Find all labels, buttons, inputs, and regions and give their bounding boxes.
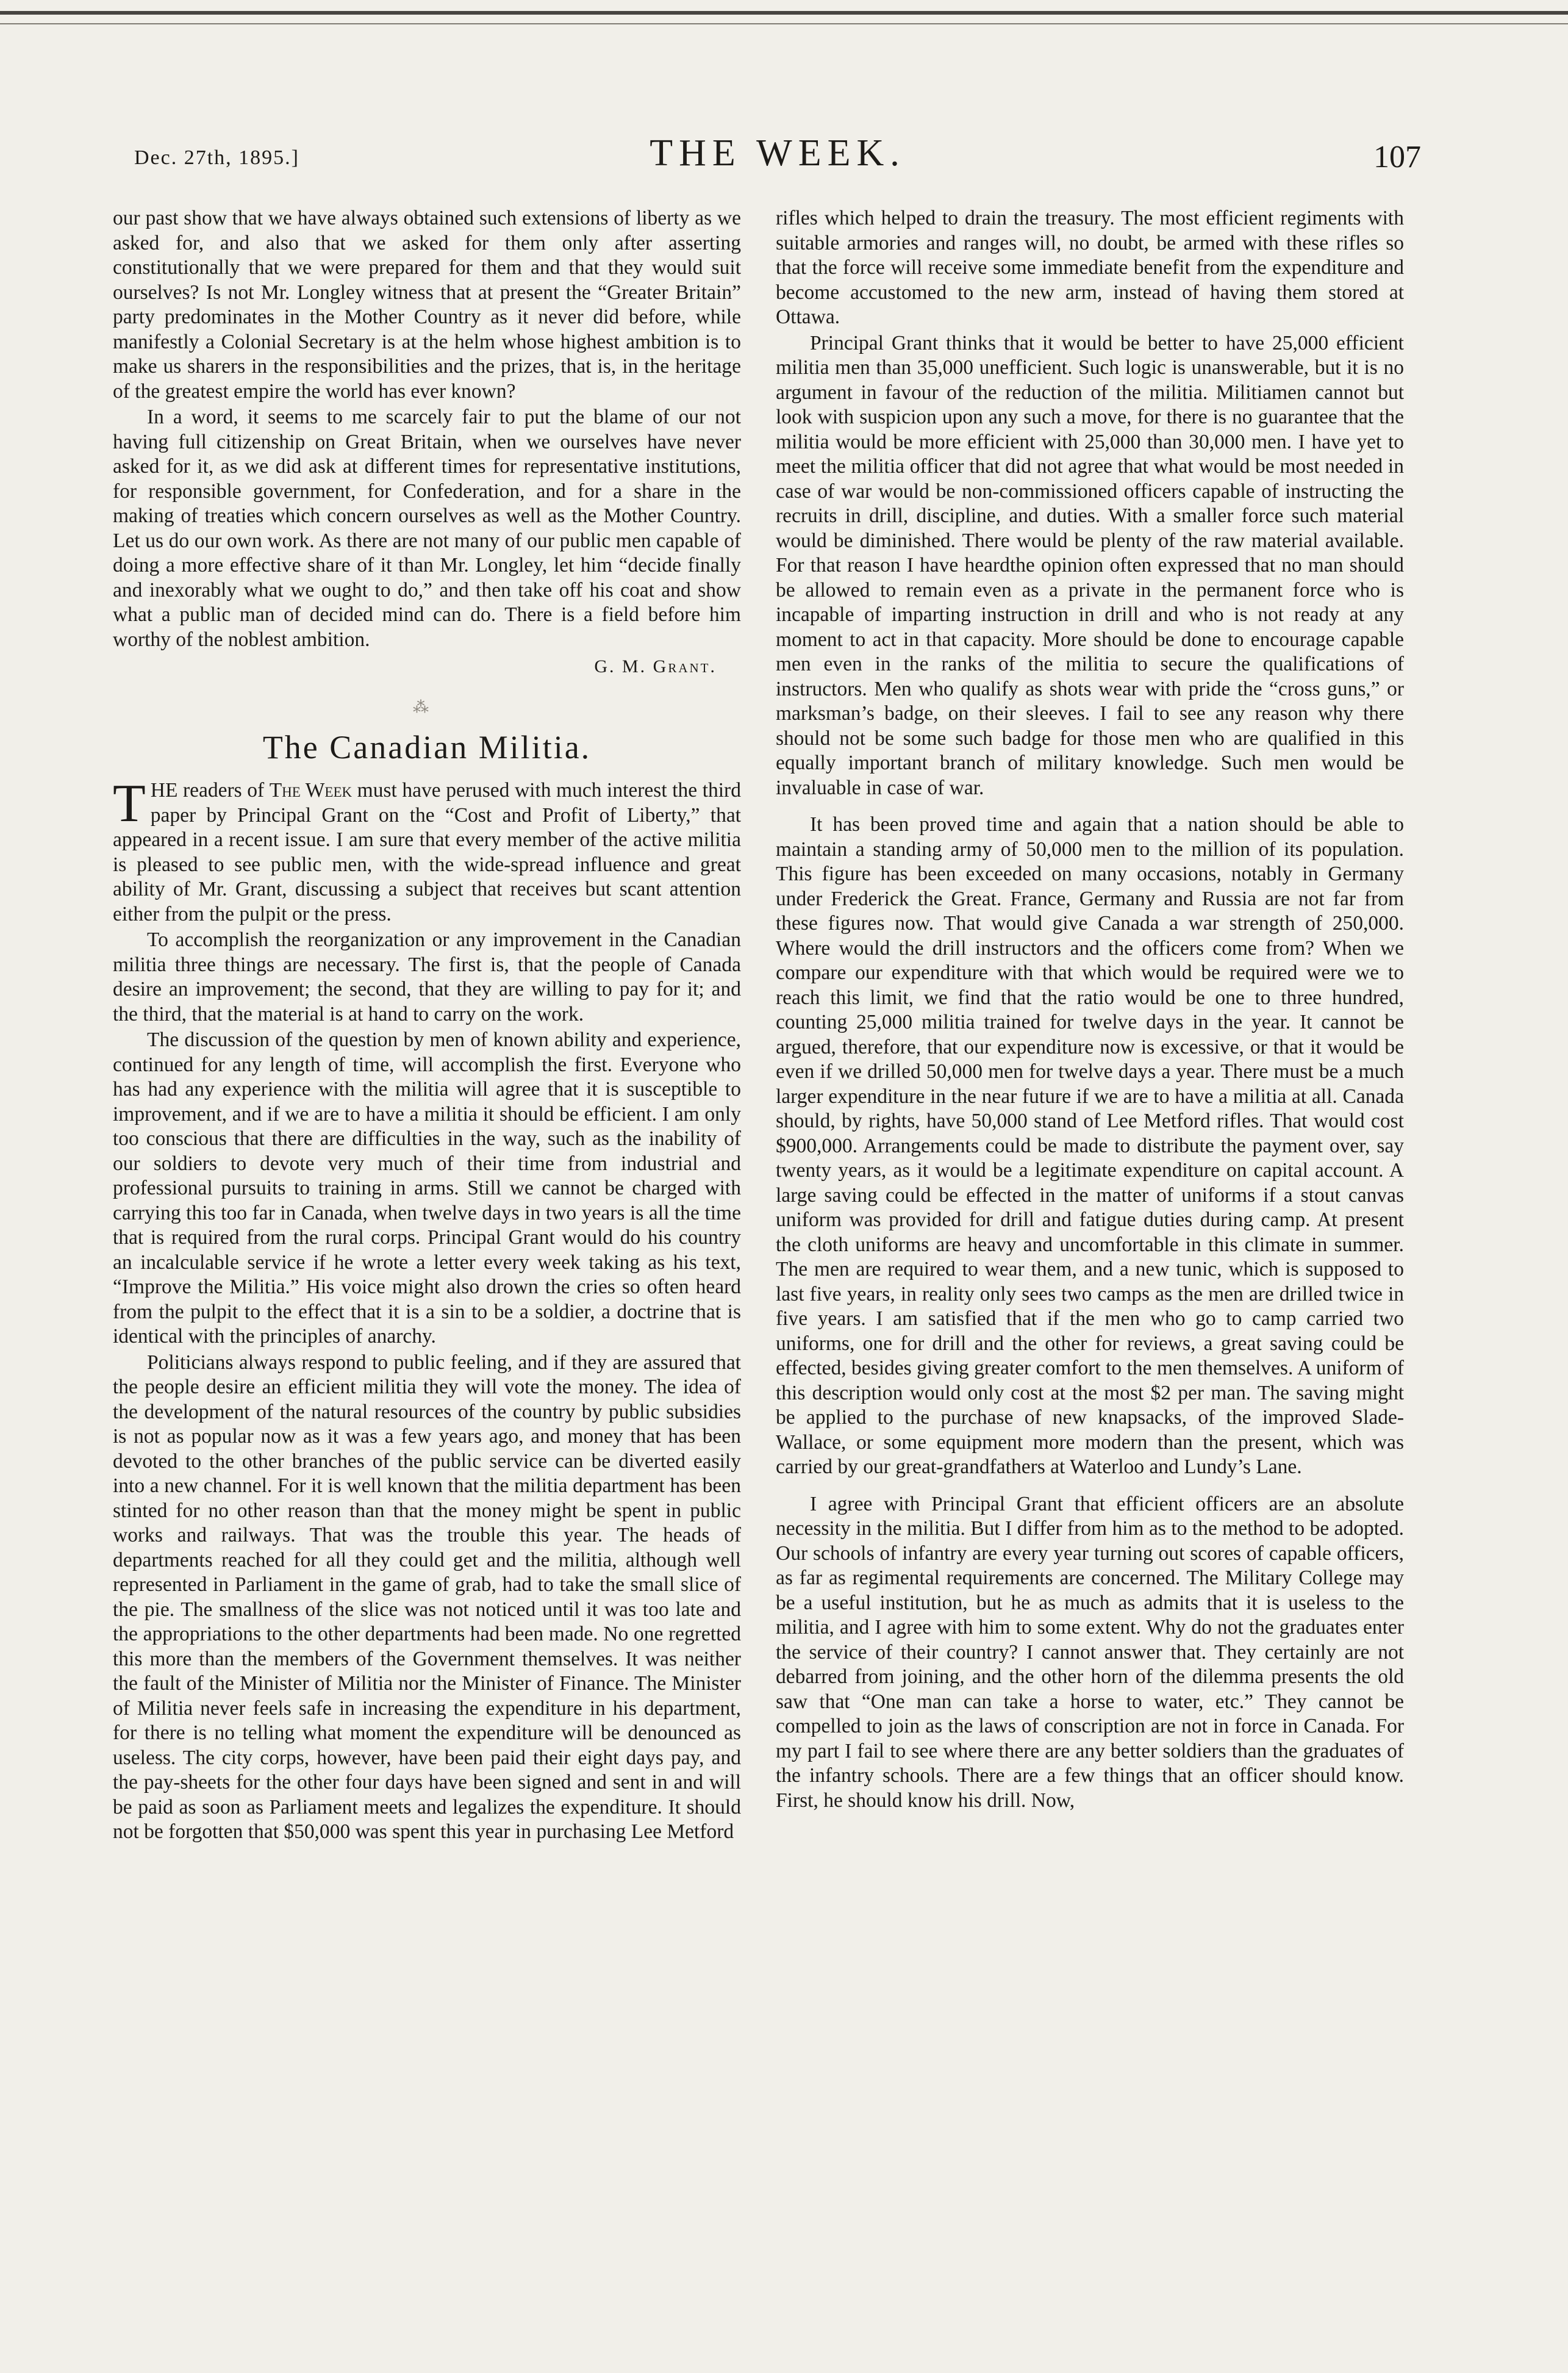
paragraph: rifles which helped to drain the treasury. The most efficient regiments with suitable armories and ranges will, no doubt, be armed with these rifles so that the force will receive some immediate benefit from the expenditure and become accustomed to the new arm, instead of having them stored at Ottawa.: [776, 207, 1404, 328]
paragraph: The discussion of the question by men of known ability and experience, continued for any length of time, will accomplish the first. Everyone who has had any experience with the militia will agree that it is susceptible to improvement, and if we are to have a militia it should be efficient. I am only too conscious that there are difficulties in the way, such as the inability of our soldiers to devote very much of their time from industrial and professional pursuits to training in arms. Still we cannot be charged with carrying this too far in Canada, when twelve days in two years is all the time that is required from the rural corps. Principal Grant would do his country an incalculable service if he wrote a letter every week taking as his text, “Improve the Militia.” His voice might also drown the cries so often heard from the pulpit to the effect that it is a sin to be a soldier, a doctrine that is identical with the principles of anarchy.: [113, 1029, 741, 1348]
page-header: [134, 128, 1421, 201]
drop-cap: T: [113, 774, 146, 833]
masthead-title: THE WEEK.: [650, 132, 906, 174]
author-signature: G. M. Grant.: [594, 656, 717, 677]
section-separator: ⁂: [413, 698, 441, 716]
paragraph: our past show that we have always obtained such extensions of liberty as we asked for, and also that we asked for them only after asserting constitutionally that we were prepared for them and that they would suit ourselves? Is not Mr. Longley witness that at present the “Greater Britain” party predominates in the Mother Country as it never did before, while manifestly a Colonial Secretary is at the helm whose highest ambition is to make us sharers in the responsibilities and the prizes, that is, in the heritage of the greatest empire the world has ever known?: [113, 207, 741, 403]
article-first-paragraph: [113, 774, 741, 927]
paragraph: It has been proved time and again that a nation should be able to maintain a standing army of 50,000 men to the million of its population. This figure has been exceeded on many occasions, notably in Germany under Frederick the Great. France, Germany and Russia are not far from these figures now. That would give Canada a war strength of 250,000. Where would the drill instructors and the officers come from? When we compare our expenditure with that which would be required were we to reach this limit, we find that the ratio would be one to three hundred, counting 25,000 militia trained for twelve days in the year. It cannot be argued, therefore, that our expenditure now is excessive, or that it would be even if we drilled 50,000 men for twelve days a year. There must be a much larger expenditure in the near future if we are to have a militia at all. Canada should, by rights, have 50,000 stand of Lee Metford rifles. That would cost $900,000. Arrangements could be made to distribute the payment over, say twenty years, as it would be a legitimate expenditure on capital account. A large saving could be effected in the matter of uniforms if a stout canvas uniform was provided for drill and fatigue duties during camp. At present the cloth uniforms are heavy and uncomfortable in this climate in summer. The men are required to wear them, and a new tunic, which is supposed to last five years, in reality only sees two camps as the men are drilled twice in five years. I am satisfied that if the men who go to camp carried two uniforms, one for drill and the other for reviews, a great saving could be effected, besides giving greater comfort to the men themselves. A uniform of this description would only cost at the most $2 per man. The saving might be applied to the purchase of new knapsacks, of the improved Slade-Wallace, or some equipment more modern than the present, which was carried by our great-grandfathers at Waterloo and Lundy’s Lane.: [776, 813, 1404, 1478]
journal-name: The Week: [269, 779, 353, 802]
issue-date: Dec. 27th, 1895.]: [134, 146, 300, 169]
paragraph-text: must have perused with much interest the third paper by Principal Grant on the “Cost and Profit of Liberty,” that appeared in a recent issue. I am sure that every member of the active militia is pleased to see public men, with the wide-spread influence and great ability of Mr. Grant, discussing a subject that receives but scant attention either from the pulpit or the press.: [113, 779, 741, 925]
paragraph: Principal Grant thinks that it would be better to have 25,000 efficient militia men than 35,000 unefficient. Such logic is unanswerable, but it is no argument in favour of the reduction of the militia. Militiamen cannot but look with suspicion upon any such a move, for there is no guarantee that the militia would be more efficient with 25,000 than 30,000 men. I have yet to meet the militia officer that did not agree that what would be most needed in case of war would be non-commissioned officers capable of instructing the recruits in drill, discipline, and duties. With a smaller force such material would be diminished. There would be plenty of the raw material available. For that reason I have heardthe opinion often expressed that no man should be allowed to remain even as a private in the permanent force who is incapable of imparting instruction in drill and who is not ready at any moment to act in that capacity. More should be done to encourage capable men even in the ranks of the militia to secure the qualifications of instructors. Men who qualify as shots wear with pride the “cross guns,” or marksman’s badge, on their sleeves. I fail to see any reason why there should not be some such badge for those men who are qualified in this equally important branch of military knowledge. Such men would be invaluable in case of war.: [776, 331, 1404, 799]
left-column: [113, 206, 741, 1846]
article-title: The Canadian Militia.: [262, 729, 592, 766]
paragraph: To accomplish the reorganization or any improvement in the Canadian militia three things are necessary. The first is, that the people of Canada desire an improvement; the second, that they are willing to pay for it; and the third, that the material is at hand to carry on the work.: [113, 928, 741, 1025]
paragraph: In a word, it seems to me scarcely fair to put the blame of our not having full citizenship on Great Britain, when we ourselves have never asked for it, as we did ask at different times for representative institutions, for responsible government, for Confederation, and for a share in the making of treaties which concern ourselves as well as the Mother Country. Let us do our own work. As there are not many of our public men capable of doing a more effective share of it than Mr. Longley, let him “decide finally and inexorably what we ought to do,” and then take off his coat and show what a public man of decided mind can do. There is a field before him worthy of the noblest ambition.: [113, 406, 741, 651]
paragraph: I agree with Principal Grant that efficient officers are an absolute necessity in the militia. But I differ from him as to the method to be adopted. Our schools of infantry are every year turning out scores of capable officers, as far as regimental requirements are concerned. The Military College may be a useful institution, but he as much as admits that it is useless to the militia, and I agree with him to some extent. Why do not the graduates enter the service of their country? I cannot answer that. They certainly are not debarred from joining, and the other horn of the dilemma presents the old saw that “One man can take a horse to water, etc.” They cannot be compelled to join as the laws of conscription are not in force in Canada. For my part I fail to see where there are any better soldiers than the graduates of the infantry schools. There are a few things that an officer should know. First, he should know his drill. Now,: [776, 1492, 1404, 1812]
paragraph-text: HE readers of: [150, 779, 270, 802]
top-rule: [0, 11, 1568, 24]
paragraph: Politicians always respond to public feeling, and if they are assured that the people desire an efficient militia they will vote the money. The idea of the development of the natural resources of the country by public subsidies is not as popular now as it was a few years ago, and money that has been devoted to the other branches of the public service can be diverted easily into a new channel. For it is well known that the militia department has been stinted for no other reason than that the money might be spent in public works and railways. That was the trouble this year. The heads of departments reached for all they could get and the militia, although well represented in Parliament in the game of grab, had to take the small slice of the pie. The smallness of the slice was not noticed until it was too late and the appropriations to the other departments had been made. No one regretted this more than the members of the Government themselves. It was neither the fault of the Minister of Militia nor the Minister of Finance. The Minister of Militia never feels safe in increasing the expenditure in his department, for there is no telling what moment the expenditure will be denounced as useless. The city corps, however, have been paid their eight days pay, and the pay-sheets for the other four days have been signed and sent in and will be paid as soon as Parliament meets and legalizes the expenditure. It should not be forgotten that $50,000 was spent this year in purchasing Lee Metford: [113, 1351, 741, 1843]
page-number: 107: [1373, 140, 1421, 174]
right-column: [776, 206, 1404, 1814]
